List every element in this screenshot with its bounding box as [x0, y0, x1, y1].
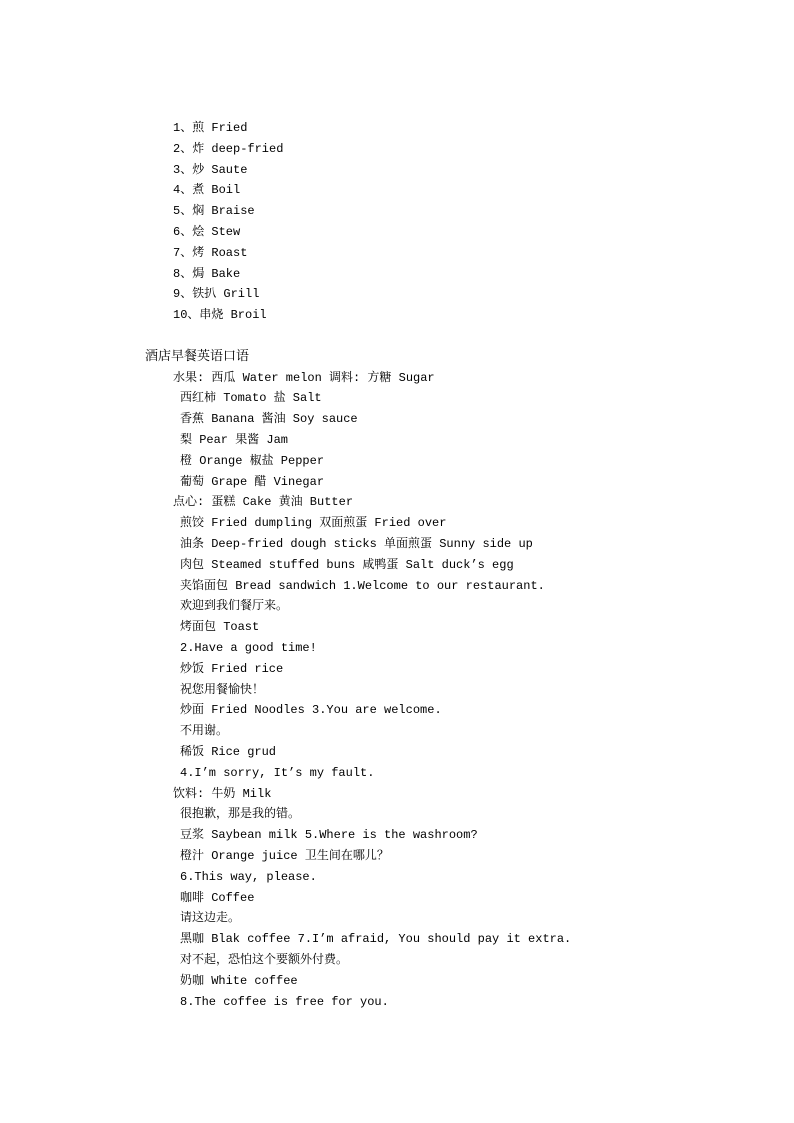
text-line: 葡萄 Grape 醋 Vinegar: [180, 474, 325, 489]
text-line: 2.Have a good time!: [180, 640, 317, 655]
category-line: 水果: 西瓜 Water melon 调料: 方糖 Sugar: [173, 370, 435, 385]
category-line: 点心: 蛋糕 Cake 黄油 Butter: [173, 495, 354, 510]
text-line: 奶咖 White coffee: [180, 973, 298, 988]
list-item: 4、煮 Boil: [173, 183, 241, 198]
text-line: 烤面包 Toast: [180, 620, 260, 635]
text-line: 炒面 Fried Noodles 3.You are welcome.: [180, 703, 442, 718]
text-line: 8.The coffee is free for you.: [180, 994, 389, 1009]
list-item: 2、炸 deep-fried: [173, 141, 284, 156]
list-item: 8、焗 Bake: [173, 266, 241, 281]
text-line: 橙 Orange 椒盐 Pepper: [180, 453, 325, 468]
text-line: 橙汁 Orange juice 卫生间在哪儿？: [180, 848, 389, 863]
list-item: 7、烤 Roast: [173, 245, 248, 260]
category-line: 饮料: 牛奶 Milk: [173, 786, 272, 801]
text-line: 油条 Deep-fried dough sticks 单面煎蛋 Sunny side up: [180, 536, 533, 551]
text-line: 黑咖 Blak coffee 7.I’m afraid, You should pay it extra.: [180, 932, 572, 947]
text-line: 夹馅面包 Bread sandwich 1.Welcome to our restaurant.: [180, 578, 545, 593]
list-item: 10、串烧 Broil: [173, 308, 267, 323]
section-heading: 酒店早餐英语口语: [145, 349, 250, 364]
list-item: 5、焖 Braise: [173, 204, 255, 219]
list-item: 3、炒 Saute: [173, 162, 248, 177]
text-line: 很抱歉，那是我的错。: [180, 807, 301, 822]
text-line: 煎饺 Fried dumpling 双面煎蛋 Fried over: [180, 516, 447, 531]
text-line: 欢迎到我们餐厅来。: [180, 599, 289, 614]
text-line: 梨 Pear 果酱 Jam: [180, 432, 289, 447]
list-item: 1、煎 Fried: [173, 121, 248, 135]
text-line: 香蕉 Banana 酱油 Soy sauce: [180, 412, 358, 427]
text-line: 不用谢。: [180, 724, 229, 739]
cooking-methods-list: [173, 118, 283, 326]
text-line: 请这边走。: [180, 911, 241, 926]
text-line: 对不起，恐怕这个要额外付费。: [180, 952, 349, 967]
text-line: 肉包 Steamed stuffed buns 咸鸭蛋 Salt duck’s egg: [180, 557, 514, 572]
text-line: 稀饭 Rice grud: [180, 744, 277, 759]
text-line: 4.I’m sorry, It’s my fault.: [180, 765, 375, 780]
text-line: 西红柿 Tomato 盐 Salt: [180, 391, 322, 406]
text-line: 咖啡 Coffee: [180, 890, 255, 905]
text-line: 炒饭 Fried rice: [180, 661, 284, 676]
text-line: 豆浆 Saybean milk 5.Where is the washroom?: [180, 828, 478, 843]
list-item: 9、铁扒 Grill: [173, 287, 260, 302]
text-line: 祝您用餐愉快！: [180, 682, 265, 697]
list-item: 6、烩 Stew: [173, 224, 241, 239]
text-line: 6.This way, please.: [180, 869, 317, 884]
breakfast-vocabulary: [173, 368, 571, 1013]
